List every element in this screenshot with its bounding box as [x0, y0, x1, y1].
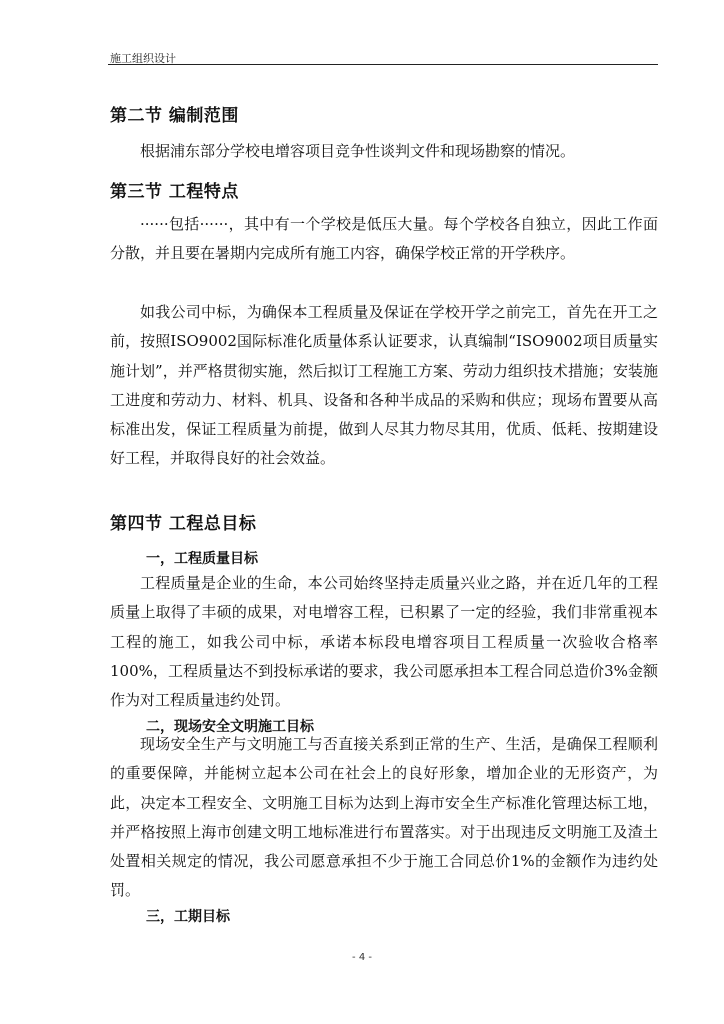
safety-target-paragraph: 现场安全生产与文明施工与否直接关系到正常的生产、生活，是确保工程顺利的重要保障，并能树立起本公司在社会上的良好形象，增加企业的无形资产，为此，决定本工程安全、文明施工目标为达到上海市安全生产标准化管理达标工地，并严格按照上海市创建文明工地标准进行布置落实。对于出现违反文明施工及渣土处置相关规定的情况，我公司愿意承担不少于施工合同总价1%的金额作为违约处罚。	[110, 735, 658, 900]
subheading-safety-target: 二，现场安全文明施工目标	[146, 719, 314, 735]
section-3-paragraph-2: 如我公司中标，为确保本工程质量及保证在学校开学之前完工，首先在开工之前，按照ISO9002国际标准化质量体系认证要求，认真编制“ISO9002项目质量实施计划”，并严格贯彻实施，然后拟订工程施工方案、劳动力组织技术措施；安装施工进度和劳动力、材料、机具、设备和各种半成品的采购和供应；现场布置要从高标准出发，保证工程质量为前提，做到人尽其力物尽其用，优质、低耗、按期建设好工程，并取得良好的社会效益。	[110, 303, 658, 468]
section-heading-4: 第四节 工程总目标	[110, 514, 257, 534]
quality-target-paragraph: 工程质量是企业的生命，本公司始终坚持走质量兴业之路，并在近几年的工程质量上取得了丰硕的成果，对电增容工程，已积累了一定的经验，我们非常重视本工程的施工，如我公司中标，承诺本标段电增容项目工程质量一次验收合格率100%，工程质量达不到投标承诺的要求，我公司愿承担本工程合同总造价3%金额作为对工程质量违约处罚。	[110, 574, 658, 710]
subheading-schedule-target: 三，工期目标	[146, 909, 230, 925]
subheading-quality-target: 一，工程质量目标	[146, 551, 258, 567]
section-heading-3: 第三节 工程特点	[110, 182, 239, 202]
page-header-title: 施工组织设计	[110, 52, 176, 65]
section-3-paragraph-1: ······包括······，其中有一个学校是低压大量。每个学校各自独立，因此工作面分散，并且要在暑期内完成所有施工内容，确保学校正常的开学秩序。	[110, 215, 658, 263]
section-2-paragraph: 根据浦东部分学校电增容项目竞争性谈判文件和现场勘察的情况。	[140, 142, 576, 160]
header-divider	[108, 64, 658, 65]
page-number: - 4 -	[352, 952, 372, 963]
section-heading-2: 第二节 编制范围	[110, 106, 239, 126]
